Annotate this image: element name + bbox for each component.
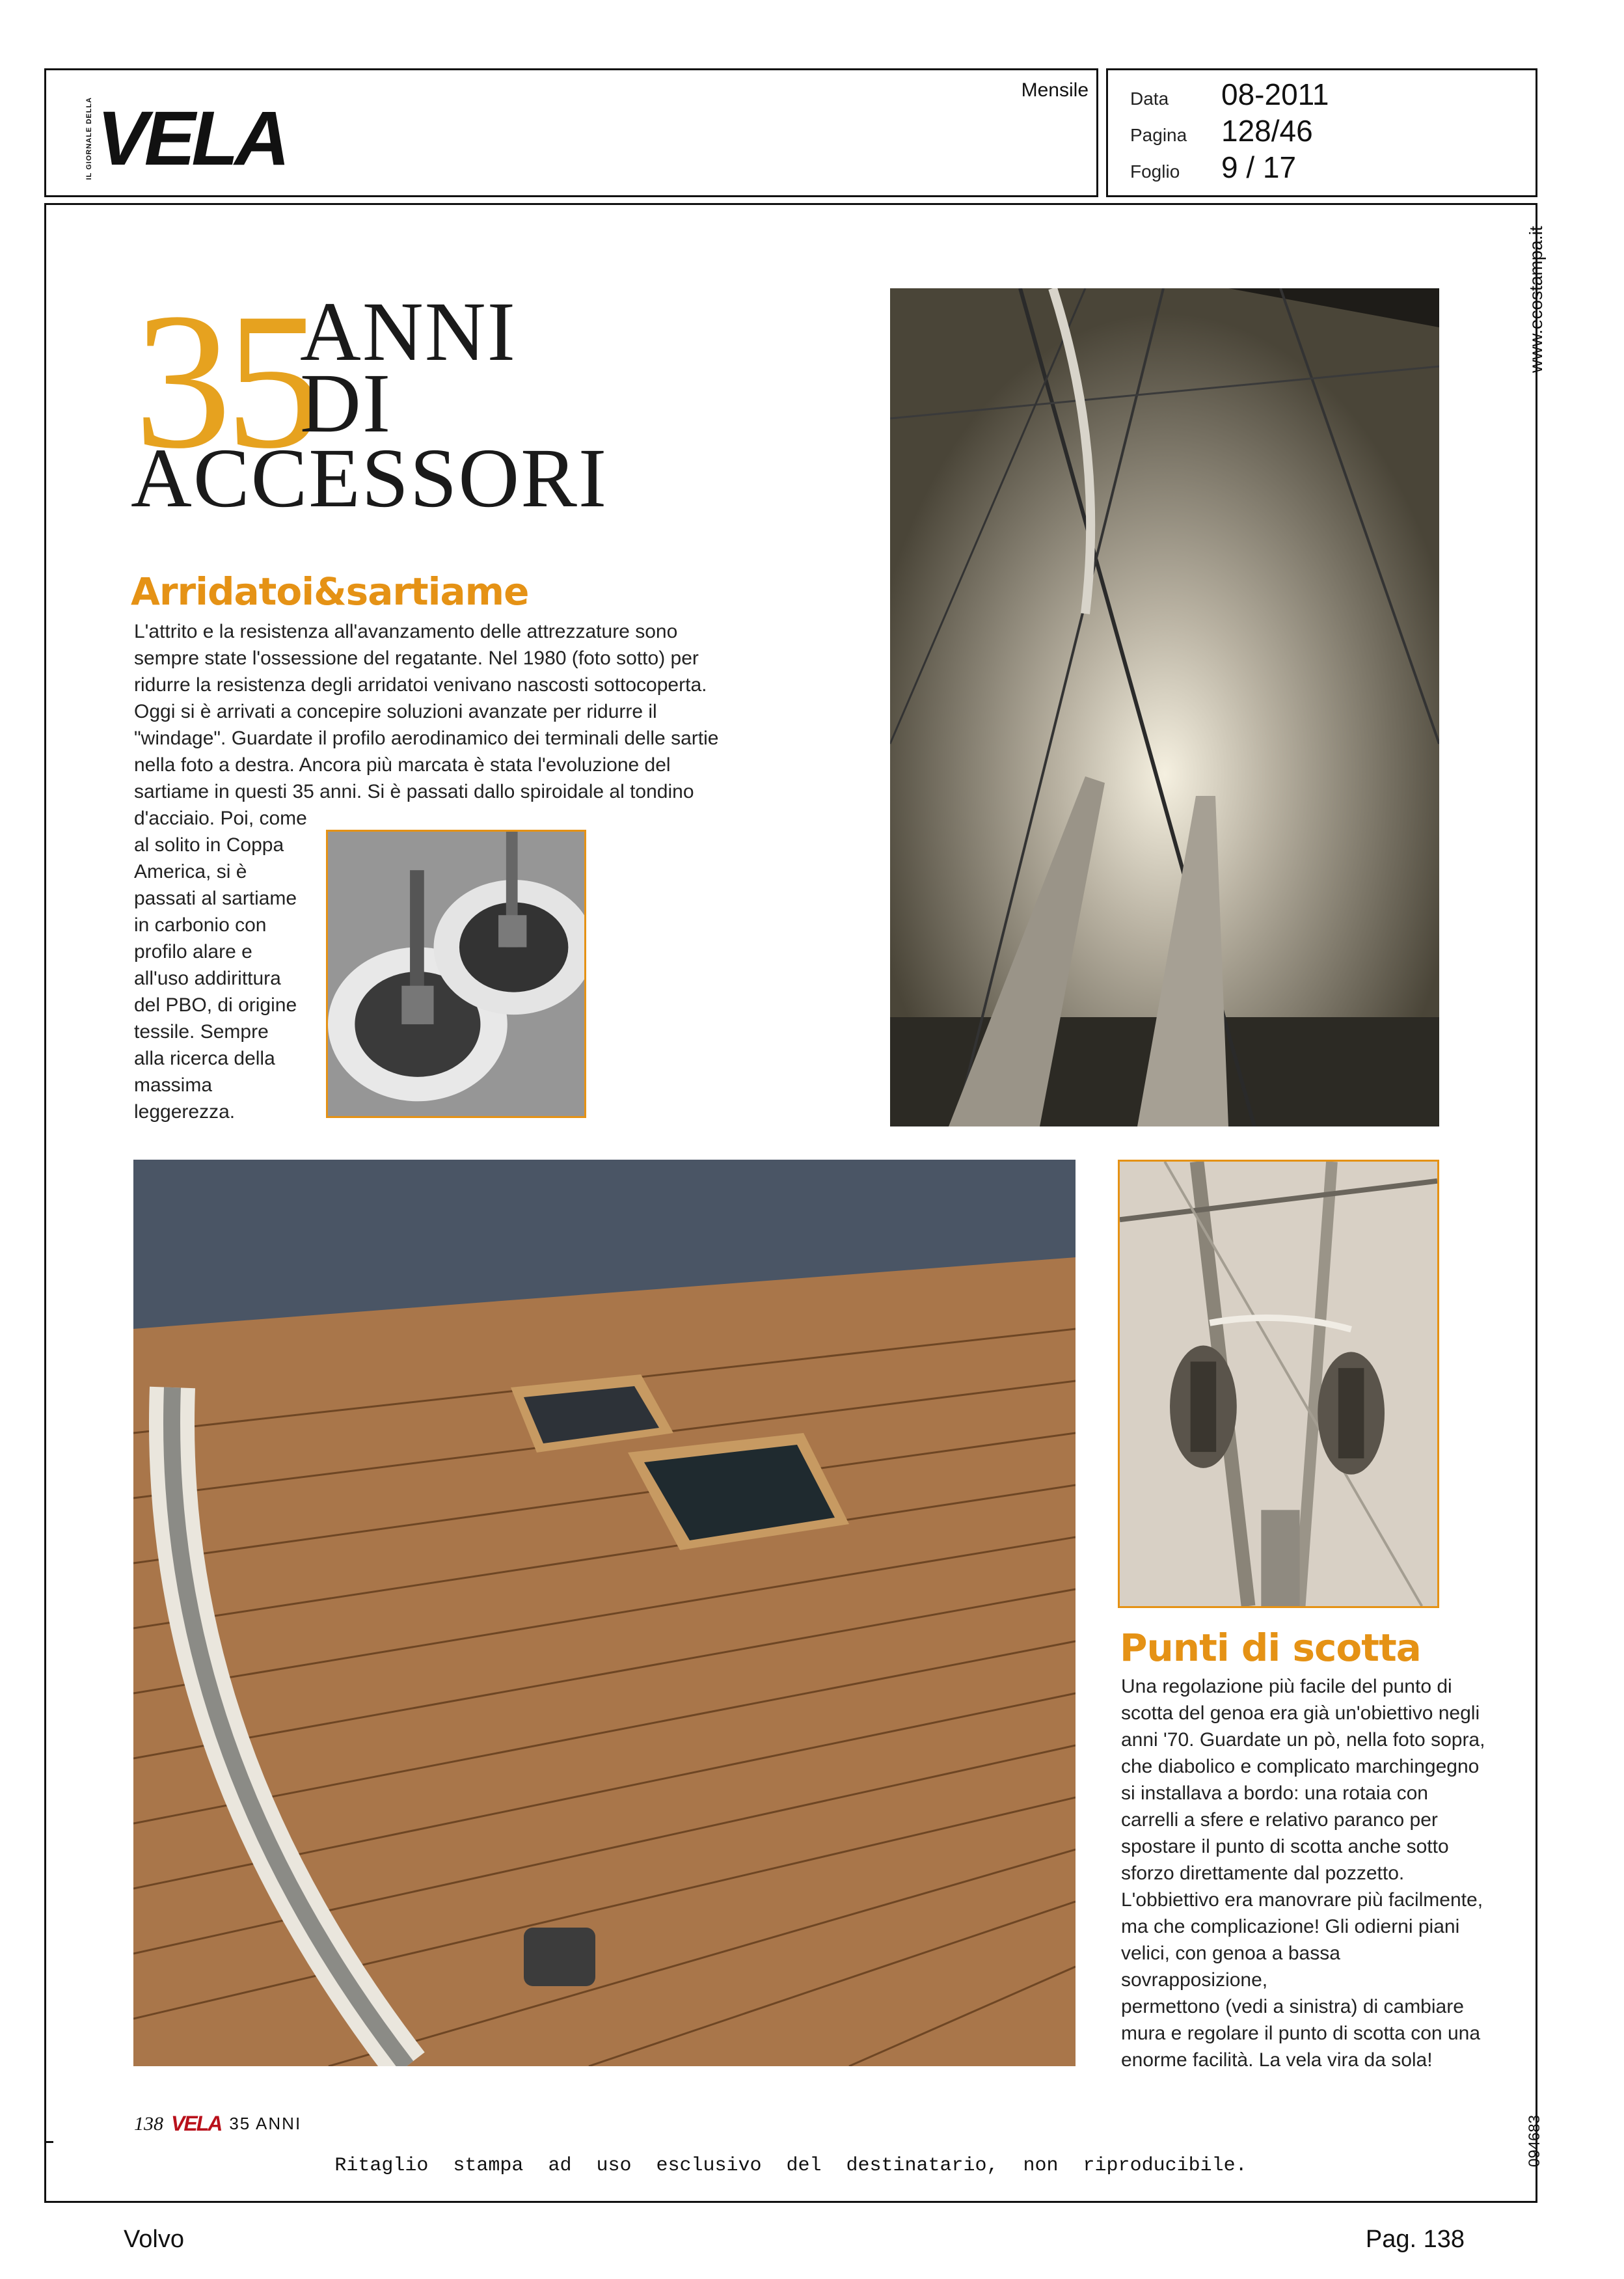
sheet-row: [1130, 150, 1296, 185]
section-heading-punti-di-scotta: Punti di scotta: [1120, 1626, 1421, 1670]
arridatoi-text-line: Oggi si è arrivati a concepire soluzioni avanzate per ridurre il: [134, 701, 657, 722]
folio-page-number: 138: [134, 2112, 163, 2135]
arridatoi-text-line: massima: [134, 1074, 213, 1096]
punti-text-line: enorme facilità. La vela vira da sola!: [1121, 2049, 1433, 2071]
turnbuckle-photo: [326, 830, 586, 1118]
punti-text-line: Una regolazione più facile del punto di: [1121, 1676, 1452, 1697]
side-url: www.ecostampa.it: [1526, 226, 1546, 373]
arridatoi-text-line: sartiame in questi 35 anni. Si è passati dallo spiroidale al tondino: [134, 781, 694, 802]
teak-deck-photo: [133, 1160, 1076, 2066]
punti-text-line: permettono (vedi a sinistra) di cambiare: [1121, 1996, 1464, 2017]
arridatoi-text-line: d'acciaio. Poi, come: [134, 808, 307, 829]
page-row: [1130, 113, 1313, 148]
punti-text-line: anni '70. Guardate un pò, nella foto sopra,: [1121, 1729, 1485, 1751]
punti-text-line: velici, con genoa a bassa sovrapposizione,: [1121, 1943, 1340, 1991]
arridatoi-text-line: L'attrito e la resistenza all'avanzamento delle attrezzature sono: [134, 621, 678, 642]
arridatoi-text-line: nella foto a destra. Ancora più marcata è stata l'evoluzione del: [134, 754, 671, 776]
title-word-anni: ANNI: [300, 285, 517, 379]
arridatoi-text-line: profilo alare e: [134, 941, 252, 962]
punti-text-line: mura e regolare il punto di scotta con una: [1121, 2023, 1480, 2044]
arridatoi-text-line: "windage". Guardate il profilo aerodinamico dei terminali delle sartie: [134, 728, 719, 749]
header-info-box: [1106, 68, 1537, 197]
header-masthead-box: [44, 68, 1098, 197]
arridatoi-text-line: all'uso addirittura: [134, 968, 281, 989]
title-number: 35: [134, 273, 316, 489]
article-clipping: [44, 203, 1537, 2203]
title-word-di: DI: [300, 357, 392, 450]
arridatoi-text-line: alla ricerca della: [134, 1048, 275, 1069]
vela-logo: [85, 96, 293, 181]
side-code: 094683: [1526, 2114, 1543, 2168]
punti-text-line: che diabolico e complicato marchingegno: [1121, 1756, 1480, 1777]
footer-client: Volvo: [124, 2226, 184, 2253]
arridatoi-text-line: ridurre la resistenza degli arridatoi venivano nascosti sottocoperta.: [134, 674, 707, 696]
section-body-punti-di-scotta: [1121, 1673, 1485, 2073]
punti-text-line: L'obbiettivo era manovrare più facilmente,: [1121, 1889, 1483, 1911]
date-row: [1130, 77, 1329, 112]
date-label: Data: [1130, 89, 1169, 109]
arridatoi-text-line: tessile. Sempre: [134, 1021, 269, 1043]
page-label: Pagina: [1130, 125, 1187, 145]
title-word-accessori: ACCESSORI: [131, 431, 608, 525]
margin-tick: [44, 2141, 53, 2143]
punti-text-line: carrelli a sfere e relativo paranco per: [1121, 1809, 1438, 1831]
footer-page: Pag. 138: [1365, 2226, 1465, 2253]
sheet-label: Foglio: [1130, 161, 1180, 182]
frequency-label: Mensile: [1021, 79, 1089, 101]
punti-text-line: spostare il punto di scotta anche sotto: [1121, 1836, 1449, 1857]
arridatoi-text-line: in carbonio con: [134, 914, 267, 936]
folio-suffix: 35 ANNI: [229, 2114, 302, 2133]
sheet-lead-photo: [1118, 1160, 1439, 1608]
sheet-value: 9 / 17: [1221, 150, 1297, 184]
arridatoi-text-line: sempre state l'ossessione del regatante. Nel 1980 (foto sotto) per: [134, 648, 699, 669]
punti-text-line: ma che complicazione! Gli odierni piani: [1121, 1916, 1460, 1937]
date-value: 08-2011: [1221, 77, 1329, 111]
disclaimer: Ritaglio stampa ad uso esclusivo del destinatario, non riproducibile.: [334, 2155, 1247, 2177]
arridatoi-text-line: al solito in Coppa: [134, 834, 284, 856]
page-value: 128/46: [1221, 114, 1313, 148]
punti-text-line: sforzo direttamente dal pozzetto.: [1121, 1863, 1405, 1884]
arridatoi-text-line: del PBO, di origine: [134, 994, 297, 1016]
punti-text-line: scotta del genoa era già un'obiettivo negli: [1121, 1702, 1480, 1724]
logo-text: VELA: [97, 96, 286, 182]
folio: [134, 2112, 301, 2136]
folio-magazine: VELA: [171, 2112, 222, 2135]
arridatoi-text-line: America, si è: [134, 861, 247, 882]
arridatoi-text-line: leggerezza.: [134, 1101, 236, 1123]
section-heading-arridatoi: Arridatoi&sartiame: [131, 569, 529, 614]
logo-side-text: IL GIORNALE DELLA: [85, 97, 93, 180]
arridatoi-text-line: passati al sartiame: [134, 888, 297, 909]
punti-text-line: si installava a bordo: una rotaia con: [1121, 1782, 1428, 1804]
rigging-sky-photo: [890, 288, 1439, 1126]
